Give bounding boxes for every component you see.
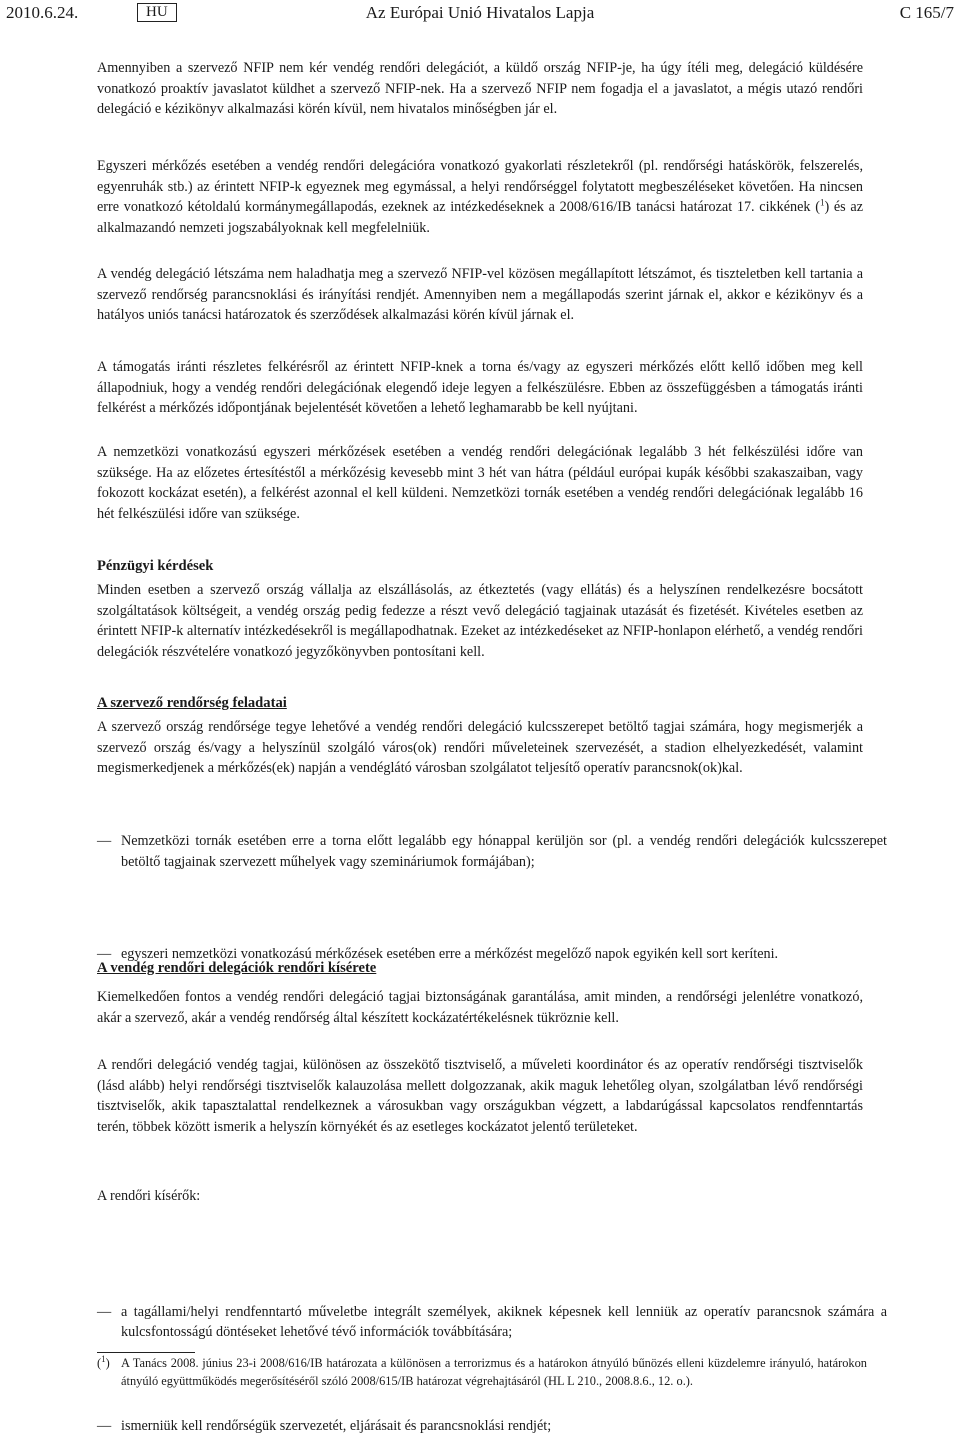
- paragraph-proactive-proposal: [97, 58, 863, 120]
- dash-marker: —: [97, 1417, 112, 1434]
- page-reference: C 165/7: [899, 3, 954, 22]
- footnote-marker: ($^1$): [97, 1353, 110, 1370]
- footnote-number: 1: [101, 1353, 106, 1364]
- paragraph-text: Egyszeri mérkőzés esetében a vendég rendőri delegációra vonatkozó gyakorlati részletekről (pl. rendőrségi hatáskörök, felszerelés, egyenruhák stb.) az érintett NFIP-k egyeznek meg egymással, a helyi rendőrséggel folytatott megbeszéléseket követően. Ha nincsen erre vonatkozó kétoldalú kormánymegállapodás, ezeknek az intézkedéseknek a 2008/616/IB tanácsi határozat 17. cikkének (: [97, 158, 863, 216]
- dash-marker: —: [97, 1303, 112, 1320]
- paragraph-text: A nemzetközi vonatkozású egyszeri mérkőzések esetében a vendég rendőri delegációnak legalább 3 hét felkészülési időre van szüksége. Ha az előzetes értesítéstől a mérkőzésig kevesebb mint 3 hét van hátra (például európai kupák későbbi szakaszaiban, vagy fokozott kockázat esetén), a felkérést azonnal el kell küldeni. Nemzetközi tornák esetében a vendég rendőri delegációnak legalább 16 hét felkészülési időre van szüksége.: [97, 444, 863, 522]
- list-item-text: ismerniük kell rendőrségük szervezetét, eljárásait és parancsnoklási rendjét;: [121, 1417, 552, 1434]
- footnote-text: A Tanács 2008. június 23-i 2008/616/IB határozata a különösen a terrorizmus és a határokon átnyúló bűnözés elleni küzdelemre irányuló, határokon átnyúló együttműködés megerősítéséről szóló 2008/615/IB határozat végrehajtásáról (HL L 210., 2008.8.6., 12. o.).: [121, 1356, 867, 1388]
- journal-title: Az Európai Unió Hivatalos Lapja: [365, 3, 595, 22]
- list-item-text: Nemzetközi tornák esetében erre a torna előtt legalább egy hónappal kerüljön sor (pl. a vendég rendőri delegációk kulcsszerepet betöltő tagjainak szervezett műhelyek vagy szemináriumok formájában);: [121, 833, 887, 870]
- dash-marker: —: [97, 833, 112, 849]
- publication-date: 2010.6.24.: [6, 3, 79, 22]
- list-item-text: egyszeri nemzetközi vonatkozású mérkőzések esetében erre a mérkőzést megelőző napok egyikén kell sort keríteni.: [121, 946, 779, 963]
- paragraph-text: A szervező ország rendőrsége tegye lehetővé a vendég rendőri delegáció kulcsszerepet betöltő tagjai számára, hogy megismerjék a szervező ország és/vagy a helyszínül szolgáló város(ok) rendőri műveleteinek szervezését, a stadion elhelyezkedését, valamint megismerkedjenek a mérkőzés(ek) napján a vendéglátó városban szolgálatot teljesítő operatív parancsnok(ok)kal.: [97, 719, 863, 777]
- paragraph-escort-safety: [97, 987, 863, 1028]
- section-heading-organiser: A szervező rendőrség feladatai: [97, 695, 287, 711]
- section-heading-escort: A vendég rendőri delegációk rendőri kísérete: [97, 960, 377, 976]
- paragraph-text: A rendőri delegáció vendég tagjai, különösen az összekötő tisztviselő, a műveleti koordinátor és az operatív rendőrségi tisztviselők (lásd alább) helyi rendőrségi tisztviselők kalauzolása mellett dolgozzanak, akik maguk lehetőleg olyan, szolgálatban lévő rendőrségi tisztviselők, akik tapasztalattal rendelkeznek a városukban vagy országukban végzett, a labdarúgással kapcsolatos rendfenntartás terén, többek között ismerik a helyszín környékét és az esetleges kockázatot jelentő területeket.: [97, 1057, 863, 1135]
- footnote-ref[interactable]: 1: [819, 197, 825, 208]
- section-heading-finance: Pénzügyi kérdések: [97, 558, 214, 574]
- paragraph-delegation-size: [97, 264, 863, 326]
- paragraph-text: A támogatás iránti részletes felkérésről az érintett NFIP-knek a torna és/vagy az egyszeri mérkőzés előtt kellő időben meg kell állapodniuk, hogy a vendég rendőri delegációnak elegendő ideje legyen a felkészülésre. Ebben az összefüggésben a támogatás iránti felkérést a mérkőzés időpontjának bejelentését követően a lehető leghamarabb be kell nyújtani.: [97, 359, 863, 417]
- paragraph-organiser: [97, 717, 863, 779]
- paragraph-text: A rendőri kísérők:: [97, 1188, 201, 1204]
- paragraph-escort-guides: [97, 1055, 863, 1137]
- paragraph-finance: [97, 580, 863, 662]
- list-item: [97, 1302, 887, 1343]
- paragraph-text: A vendég delegáció létszáma nem haladhatja meg a szervező NFIP-vel közösen megállapított létszámot, és tiszteletben kell tartania a szervező rendőrség parancsnoklási és irányítási rendjét. Amennyiben nem a megállapodás szerint járnak el, akkor e kézikönyv és a hatályos uniós tanácsi határozatok és szerződések alkalmazási körén kívül járnak el.: [97, 266, 863, 324]
- footnote-divider: [97, 1352, 195, 1353]
- list-item-text: a tagállami/helyi rendfenntartó műveletbe integrált személyek, akiknek képesnek kell lenniük az operatív parancsnok számára a kulcsfontosságú döntéseket lehetővé tévő információk továbbítására;: [121, 1303, 887, 1341]
- paragraph-text: ) és az alkalmazandó nemzeti jogszabályoknak kell megfelelniük.: [97, 199, 863, 236]
- list-item: [97, 1416, 887, 1437]
- paragraph-text: Kiemelkedően fontos a vendég rendőri delegáció tagjai biztonságának garantálása, amit minden, a rendőrségi jelenlétre vonatkozó, akár a szervező, akár a vendég rendőrség által készített kockázatértékelésnek tükröznie kell.: [97, 989, 863, 1026]
- dash-marker: —: [97, 946, 112, 963]
- footnote: [97, 1355, 867, 1390]
- paragraph-text: Minden esetben a szervező ország vállalja az elszállásolás, az étkeztetés (vagy ellátás) és a helyszínen rendelkezésre bocsátott szolgáltatások költségeit, a vendég ország pedig fedezze a részt vevő delegáció tagjainak utazását és fizetését. Kivételes esetben az érintett NFIP-k alternatív intézkedésekről is megállapodhatnak. Ezeket az intézkedéseket az NFIP-honlapon elérhető, a vendég rendőri delegációk részvételére vonatkozó jegyzőkönyvben pontosítani kell.: [97, 582, 863, 660]
- language-badge: HU: [137, 3, 177, 22]
- paragraph-support-request: [97, 357, 863, 419]
- page-header: [6, 3, 954, 25]
- paragraph-preparation-time: [97, 442, 863, 524]
- paragraph-escort-intro: [97, 1186, 863, 1207]
- paragraph-text: Amennyiben a szervező NFIP nem kér vendég rendőri delegációt, a küldő ország NFIP-je, ha úgy ítéli meg, delegáció küldésére vonatkozó proaktív javaslatot küldhet a szervező NFIP-nek. Ha a szervező NFIP nem fogadja el a javaslatot, a mégis utazó rendőri delegáció e kézikönyv alkalmazási körén kívül, nem hivatalos minőségben jár el.: [97, 60, 863, 118]
- paragraph-practical-details: [97, 156, 863, 238]
- list-item: [97, 831, 887, 872]
